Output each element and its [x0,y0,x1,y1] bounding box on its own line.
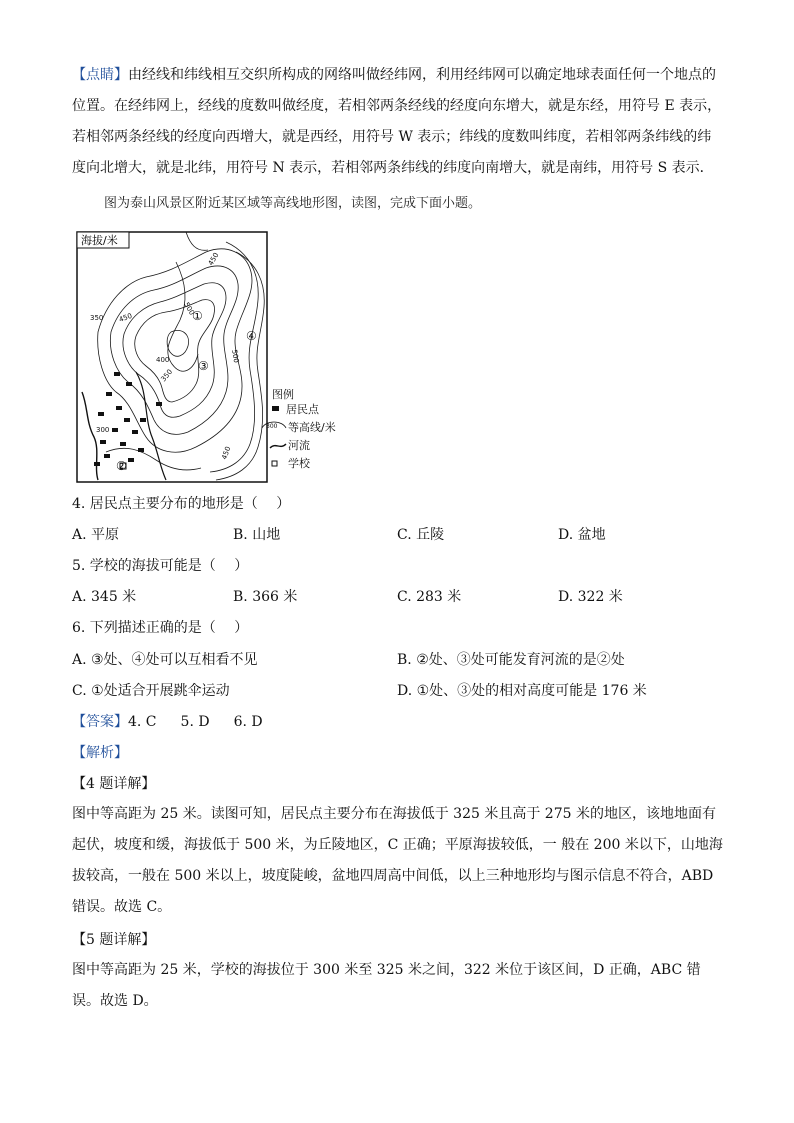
answer-line [72,712,287,732]
legend-title: 图例 [272,388,294,401]
map-legend [262,387,336,470]
svg-text:300: 300 [266,423,278,430]
detail-5-text: 图中等高距为 25 米，学校的海拔位于 300 米至 325 米之间，322 米位于该区间，D 正确，ABC 错误。故选 D。 [72,962,701,1009]
marker-1: ① [192,309,203,323]
q5-option-a: A. 345 米 [72,589,137,605]
svg-text:500: 500 [182,301,196,317]
school-icon [272,461,277,466]
q6-option-d: D. ①处、③处的相对高度可能是 176 米 [397,683,647,699]
q6-stem: 6. 下列描述正确的是（ ） [72,620,249,636]
marker-2: ② [116,459,127,473]
marker-4: ④ [246,329,257,343]
q6-option-c: C. ①处适合开展跳伞运动 [72,683,230,699]
river-line-2 [136,372,166,480]
q4-option-a: A. 平原 [72,527,120,543]
legend-school: 学校 [288,457,310,470]
map-caption: 图为泰山风景区附近某区域等高线地形图，读图，完成下面小题。 [104,196,482,211]
answer-6: 6. D [233,714,263,730]
q5-option-c: C. 283 米 [397,589,462,605]
legend-settlement: 居民点 [286,403,319,416]
svg-text:450: 450 [220,445,233,461]
answer-5: 5. D [180,714,210,730]
svg-text:500: 500 [230,348,241,364]
legend-river: 河流 [288,439,310,452]
q5-option-d: D. 322 米 [558,589,623,605]
river-icon [270,444,286,448]
settlement-marks [94,372,162,466]
contour-map [76,222,338,484]
svg-text:450: 450 [117,311,134,324]
marker-3: ③ [198,359,209,373]
analysis-label: 【解析】 [72,745,128,761]
svg-text:300: 300 [96,426,110,434]
q4-option-b: B. 山地 [233,527,281,543]
legend-contour: 等高线/米 [288,421,336,434]
answer-4: 4. C [128,714,157,730]
settlement-icon [272,406,279,411]
q4-option-d: D. 盆地 [558,527,606,543]
tip-text: 由经线和纬线相互交织所构成的网络叫做经纬网，利用经纬网可以确定地球表面任何一个地点的位置。在经纬网上，经线的度数叫做经度，若相邻两条经线的经度向东增大，就是东经，用符号 E 表示，若相邻两条经线的经度向西增大，就是西经，用符号 W 表示；纬线的度数叫纬度，若相邻两条纬线的纬度向北增大，就是北纬，用符号 N 表示，若相邻两条纬线的纬度向南增大，就是南纬，用符号 S 表示． [72,67,722,176]
river-line [82,392,98,480]
svg-text:350: 350 [90,314,104,322]
map-corner-label: 海拔/米 [81,234,118,247]
svg-text:400: 400 [156,356,170,364]
q4-option-c: C. 丘陵 [397,527,445,543]
q6-option-b: B. ②处、③处可能发育河流的是②处 [397,652,625,668]
tip-label: 【点睛】 [72,67,128,83]
q4-stem: 4. 居民点主要分布的地形是（ ） [72,496,291,512]
detail-4-text: 图中等高距为 25 米。读图可知，居民点主要分布在海拔低于 325 米且高于 275 米的地区，该地地面有起伏，坡度和缓，海拔低于 500 米，为丘陵地区，C 正确；平原海拔较低，一 般在 200 米以下，山地海拔较高，一般在 500 米以上，坡度陡峻，盆地四周高中间低，以上三种地形均与图示信息不符合，ABD 错误。故选 C。 [72,806,723,915]
q6-option-a: A. ③处、④处可以互相看不见 [72,652,258,668]
q5-option-b: B. 366 米 [233,589,298,605]
svg-text:450: 450 [206,251,221,267]
tip-paragraph [72,60,724,184]
answer-label: 【答案】 [72,714,128,730]
detail-4-label: 【4 题详解】 [72,776,156,792]
q5-stem: 5. 学校的海拔可能是（ ） [72,558,249,574]
detail-5-label: 【5 题详解】 [72,932,156,948]
svg-text:350: 350 [159,367,175,384]
